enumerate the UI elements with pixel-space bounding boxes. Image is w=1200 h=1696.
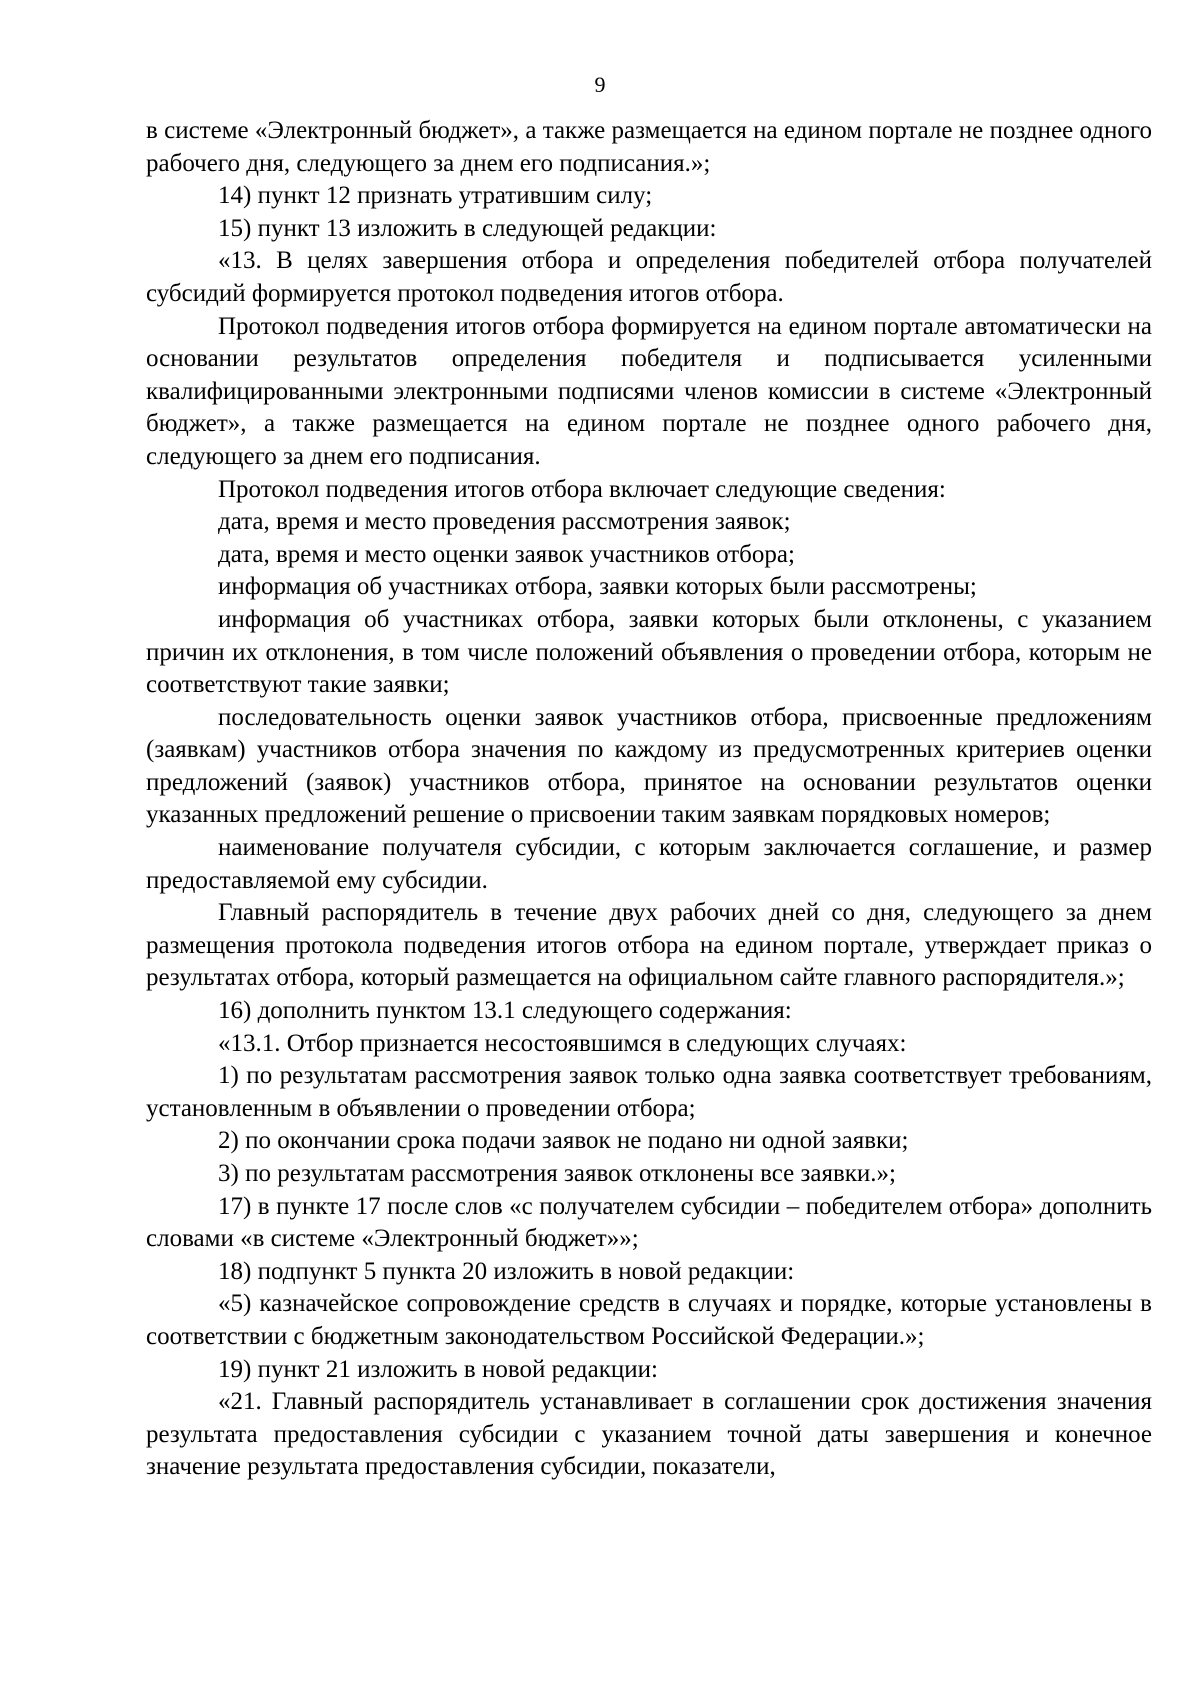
- paragraph: 16) дополнить пунктом 13.1 следующего содержания:: [218, 997, 792, 1025]
- paragraph: «5) казначейское сопровождение средств в случаях и порядке, которые установлены в соответствии с бюджетным законодательством Российской Федерации.»;: [146, 1290, 1152, 1350]
- paragraph: наименование получателя субсидии, с которым заключается соглашение, и размер предоставляемой ему субсидии.: [146, 834, 1152, 894]
- paragraph: дата, время и место оценки заявок участников отбора;: [218, 540, 795, 568]
- paragraph: «13. В целях завершения отбора и определения победителей отбора получателей субсидий формируется протокол подведения итогов отбора.: [146, 247, 1152, 307]
- paragraph: 15) пункт 13 изложить в следующей редакции:: [218, 214, 717, 242]
- paragraph: Протокол подведения итогов отбора формируется на едином портале автоматически на основании результатов определения победителя и подписывается усиленными квалифицированными электронными подписями членов комиссии в системе «Электронный бюджет», а также размещается на едином портале не позднее одного рабочего дня, следующего за днем его подписания.: [146, 312, 1152, 470]
- paragraph: 1) по результатам рассмотрения заявок только одна заявка соответствует требованиям, установленным в объявлении о проведении отбора;: [146, 1062, 1152, 1122]
- paragraph: последовательность оценки заявок участников отбора, присвоенные предложениям (заявкам) участников отбора значения по каждому из предусмотренных критериев оценки предложений (заявок) участников отбора, принятое на основании результатов оценки указанных предложений решение о присвоении таким заявкам порядковых номеров;: [146, 703, 1152, 829]
- paragraph: 18) подпункт 5 пункта 20 изложить в новой редакции:: [218, 1257, 795, 1285]
- paragraph: информация об участниках отбора, заявки которых были отклонены, с указанием причин их отклонения, в том числе положений объявления о проведении отбора, которым не соответствуют такие заявки;: [146, 605, 1152, 699]
- paragraph: Главный распорядитель в течение двух рабочих дней со дня, следующего за днем размещения протокола подведения итогов отбора на едином портале, утверждает приказ о результатах отбора, который размещается на официальном сайте главного распорядителя.»;: [146, 899, 1152, 992]
- paragraph: «21. Главный распорядитель устанавливает в соглашении срок достижения значения результата предоставления субсидии с указанием точной даты завершения и конечное значение результата предоставления субсидии, показатели,: [146, 1388, 1152, 1481]
- paragraph: в системе «Электронный бюджет», а также размещается на едином портале не позднее одного рабочего дня, следующего за днем его подписания.»;: [146, 117, 1152, 177]
- paragraph: Протокол подведения итогов отбора включает следующие сведения:: [218, 475, 946, 503]
- paragraph: 3) по результатам рассмотрения заявок отклонены все заявки.»;: [218, 1160, 896, 1187]
- paragraph: 19) пункт 21 изложить в новой редакции:: [218, 1355, 658, 1383]
- paragraph: информация об участниках отбора, заявки которых были рассмотрены;: [218, 573, 977, 601]
- paragraph: дата, время и место проведения рассмотрения заявок;: [218, 508, 791, 536]
- paragraph: 2) по окончании срока подачи заявок не подано ни одной заявки;: [218, 1127, 909, 1155]
- body-text: [146, 115, 1152, 1484]
- paragraph: 17) в пункте 17 после слов «с получателем субсидии – победителем отбора» дополнить словами «в системе «Электронный бюджет»»;: [146, 1192, 1152, 1253]
- page-number: 9: [594, 72, 606, 97]
- paragraph: «13.1. Отбор признается несостоявшимся в следующих случаях:: [218, 1029, 907, 1057]
- paragraph: 14) пункт 12 признать утратившим силу;: [218, 182, 653, 210]
